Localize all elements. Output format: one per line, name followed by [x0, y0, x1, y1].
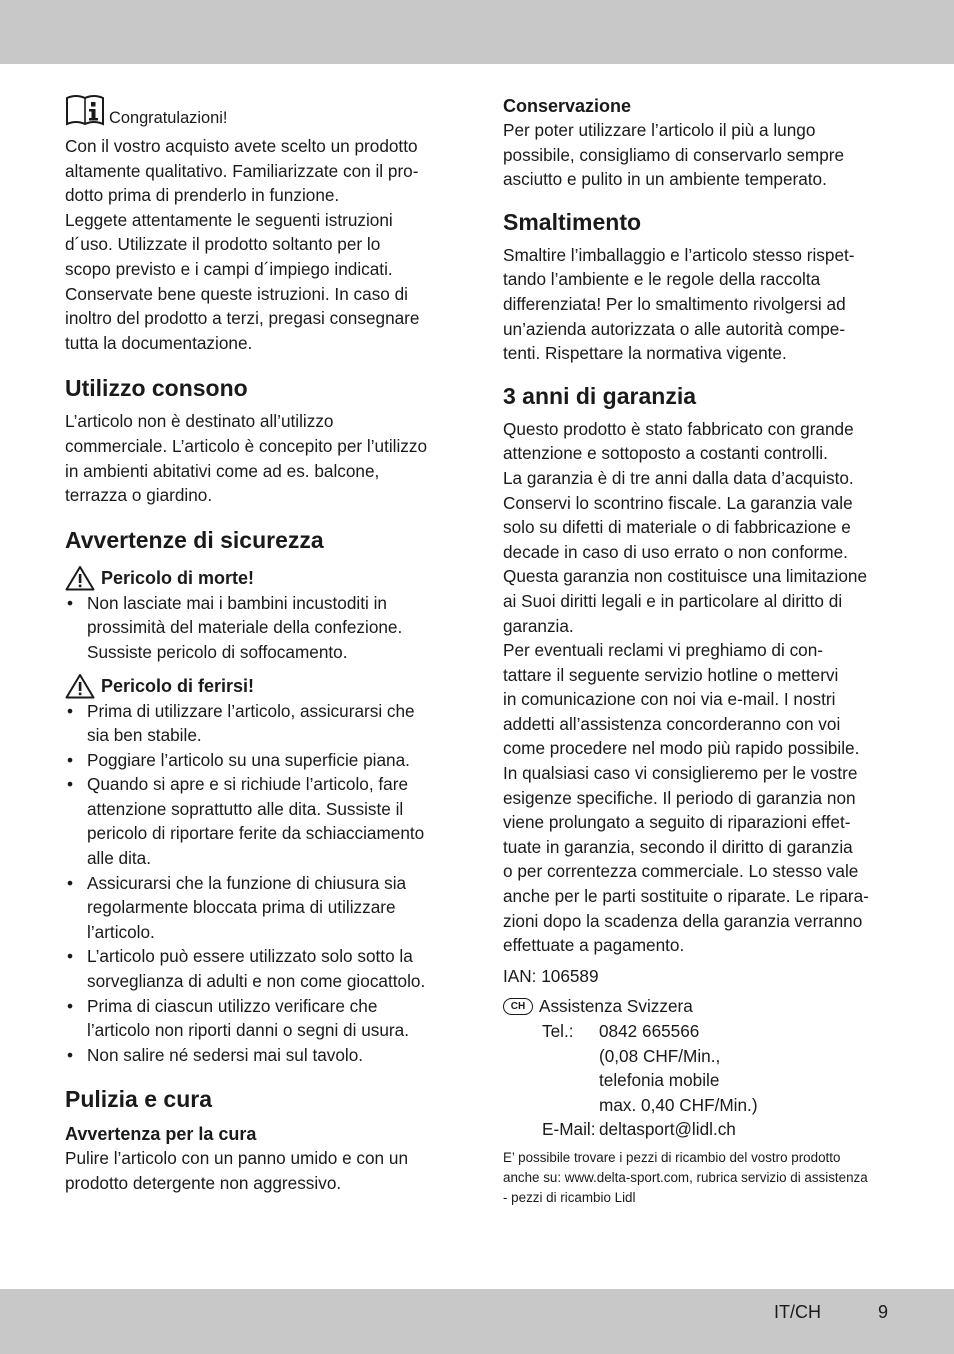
- garanzia-line: viene prolungato a seguito di riparazioni effet-: [503, 812, 851, 833]
- list-item: • Poggiare l’articolo su una superficie piana.: [67, 749, 410, 770]
- garanzia-line: addetti all’assistenza concorderanno con voi: [503, 713, 841, 734]
- smaltimento-line: tando l’ambiente e le regole della raccolta: [503, 269, 821, 290]
- morte-title: Pericolo di morte!: [101, 567, 255, 588]
- conservazione-line: possibile, consigliamo di conservarlo sempre: [503, 144, 845, 165]
- header-band: [0, 0, 954, 64]
- garanzia-line: In qualsiasi caso vi consiglieremo per le vostre: [503, 763, 858, 784]
- garanzia-text: [503, 417, 895, 958]
- contact-block: [503, 994, 895, 1142]
- conservazione-text: [503, 118, 895, 192]
- right-column: [503, 94, 895, 1207]
- intro-line: tutta la documentazione.: [65, 332, 253, 353]
- utilizzo-title: Utilizzo consono: [65, 375, 248, 402]
- conservazione-line: asciutto e pulito in un ambiente temperato.: [503, 169, 827, 190]
- ferirsi-title: Pericolo di ferirsi!: [101, 675, 255, 696]
- tel-value: 0842 665566 (0,08 CHF/Min., telefonia mobile max. 0,40 CHF/Min.): [599, 1021, 758, 1115]
- garanzia-line: garanzia.: [503, 615, 574, 636]
- smaltimento-line: differenziata! Per lo smaltimento rivolgersi ad: [503, 293, 846, 314]
- spare-parts-note: E’ possibile trovare i pezzi di ricambio del vostro prodotto anche su: www.delta-sport.com, rubrica servizio di assistenza - pezzi di ricambio Lidl: [503, 1149, 868, 1205]
- list-item: • Assicurarsi che la funzione di chiusura sia regolarmente bloccata prima di utilizzare l’articolo.: [67, 872, 407, 942]
- warning-triangle-icon: [65, 673, 95, 699]
- garanzia-line: Questo prodotto è stato fabbricato con grande: [503, 418, 854, 439]
- smaltimento-line: tenti. Rispettare la normativa vigente.: [503, 343, 787, 364]
- garanzia-line: tattare il seguente servizio hotline o mettervi: [503, 664, 839, 685]
- garanzia-line: tuate in garanzia, secondo il diritto di garanzia: [503, 836, 853, 857]
- country-badge: CH: [503, 998, 533, 1015]
- intro-line: d´uso. Utilizzate il prodotto soltanto per lo: [65, 234, 381, 255]
- intro-line: Leggete attentamente le seguenti istruzioni: [65, 209, 393, 230]
- smaltimento-line: un’azienda autorizzata o alle autorità compe-: [503, 318, 846, 339]
- garanzia-line: solo su difetti di materiale o di fabbricazione e: [503, 517, 851, 538]
- garanzia-line: esigenze specifiche. Il periodo di garanzia non: [503, 787, 856, 808]
- garanzia-line: zioni dopo la scadenza della garanzia verranno: [503, 910, 863, 931]
- garanzia-line: decade in caso di uso errato o non conforme.: [503, 541, 848, 562]
- intro-text: [65, 134, 453, 355]
- list-item: • Prima di ciascun utilizzo verificare che l’articolo non riporti danni o segni di usura.: [67, 995, 409, 1041]
- intro-line: altamente qualitativo. Familiarizzate con il pro-: [65, 160, 419, 181]
- list-item: • Quando si apre e si richiude l’articolo, fare attenzione soprattutto alle dita. Sussiste il pericolo di riportare ferite da schiacciamento alle dita.: [67, 774, 425, 869]
- conservazione-title: Conservazione: [503, 96, 632, 116]
- footer-language: IT/CH: [774, 1302, 821, 1322]
- garanzia-line: Conservi lo scontrino fiscale. La garanzia vale: [503, 492, 853, 513]
- page-number: 9: [878, 1302, 889, 1322]
- conservazione-line: Per poter utilizzare l’articolo il più a lungo: [503, 120, 816, 140]
- email-value: deltasport@lidl.ch: [599, 1119, 736, 1140]
- sicurezza-title: Avvertenze di sicurezza: [65, 526, 324, 553]
- ferirsi-list: [65, 699, 453, 1068]
- list-item: • Non salire né sedersi mai sul tavolo.: [67, 1044, 364, 1065]
- garanzia-line: come procedere nel modo più rapido possibile.: [503, 738, 860, 759]
- garanzia-line: La garanzia è di tre anni dalla data d’acquisto.: [503, 467, 854, 488]
- intro-line: scopo previsto e i campi d´impiego indicati.: [65, 258, 393, 279]
- pulizia-title: Pulizia e cura: [65, 1086, 213, 1113]
- utilizzo-line: in ambienti abitativi come ad es. balcone,: [65, 460, 380, 481]
- garanzia-line: Per eventuali reclami vi preghiamo di con-: [503, 640, 824, 661]
- garanzia-line: ai Suoi diritti legali e in particolare al diritto di: [503, 590, 843, 611]
- email-label: E-Mail:: [542, 1119, 596, 1140]
- garanzia-line: o per correntezza commerciale. Lo stesso vale: [503, 861, 859, 882]
- pulizia-text: [65, 1146, 453, 1195]
- list-item: • L’articolo può essere utilizzato solo sotto la sorveglianza di adulti e non come giocattolo.: [67, 946, 426, 992]
- intro-line: inoltro del prodotto a terzi, pregasi consegnare: [65, 308, 420, 329]
- list-item: • Non lasciate mai i bambini incustoditi in prossimità del materiale della confezione. Sussiste pericolo di soffocamento.: [67, 592, 403, 662]
- warning-triangle-icon: [65, 565, 95, 591]
- garanzia-line: in comunicazione con noi via e-mail. I nostri: [503, 689, 836, 710]
- service-name: Assistenza Svizzera: [539, 996, 693, 1017]
- morte-list: [65, 591, 453, 665]
- list-item: • Prima di utilizzare l’articolo, assicurarsi che sia ben stabile.: [67, 700, 415, 746]
- intro-line: Con il vostro acquisto avete scelto un prodotto: [65, 136, 418, 156]
- utilizzo-text: [65, 409, 453, 507]
- pulizia-line: prodotto detergente non aggressivo.: [65, 1173, 342, 1193]
- garanzia-line: attenzione e sottoposto a costanti controlli.: [503, 443, 828, 464]
- intro-line: Conservate bene queste istruzioni. In caso di: [65, 283, 408, 304]
- garanzia-title: 3 anni di garanzia: [503, 382, 696, 409]
- intro-line: dotto prima di prenderlo in funzione.: [65, 185, 340, 206]
- garanzia-line: Questa garanzia non costituisce una limitazione: [503, 566, 868, 587]
- utilizzo-line: L’articolo non è destinato all’utilizzo: [65, 411, 334, 432]
- pulizia-line: Pulire l’articolo con un panno umido e con un: [65, 1148, 409, 1169]
- left-column: [65, 94, 453, 1196]
- ian-number: IAN: 106589: [503, 965, 599, 986]
- intro-congrats: Congratulazioni!: [109, 109, 228, 127]
- utilizzo-line: commerciale. L’articolo è concepito per l’utilizzo: [65, 435, 428, 456]
- utilizzo-line: terrazza o giardino.: [65, 485, 213, 506]
- tel-label: Tel.:: [542, 1021, 574, 1041]
- garanzia-line: anche per le parti sostituite o riparate. Le ripara-: [503, 886, 869, 907]
- garanzia-line: effettuate a pagamento.: [503, 935, 685, 956]
- morte-heading: [65, 565, 453, 591]
- ferirsi-heading: [65, 673, 453, 699]
- smaltimento-title: Smaltimento: [503, 208, 642, 235]
- pulizia-subtitle: Avvertenza per la cura: [65, 1124, 257, 1145]
- book-info-icon: [65, 94, 105, 128]
- smaltimento-line: Smaltire l’imballaggio e l’articolo stesso rispet-: [503, 244, 855, 265]
- smaltimento-text: [503, 243, 895, 366]
- intro-heading: [65, 94, 453, 128]
